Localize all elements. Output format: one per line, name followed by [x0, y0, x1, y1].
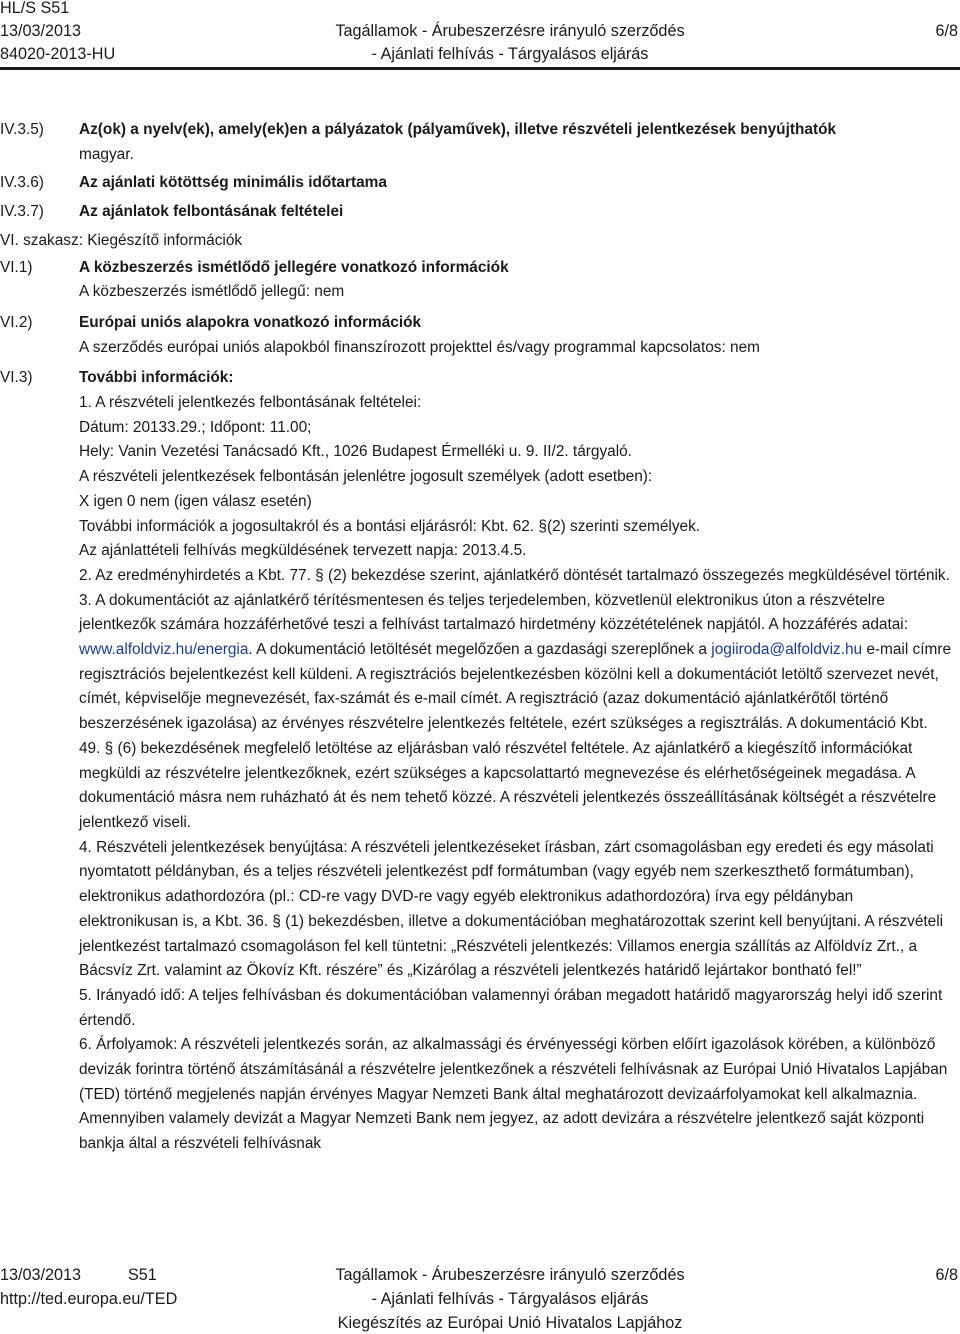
section-vi-1	[0, 256, 960, 305]
further-info-line: A részvételi jelentkezések felbontásán jelenlétre jogosult személyek (adott esetben):	[79, 468, 653, 486]
footer-url[interactable]: http://ted.europa.eu/TED	[0, 1290, 178, 1308]
section-title: A közbeszerzés ismétlődő jellegére vonatkozó információk	[79, 258, 509, 276]
further-info-line: Az ajánlattételi felhívás megküldésének tervezett napja: 2013.4.5.	[79, 542, 527, 560]
further-info-line: Dátum: 20133.29.; Időpont: 11.00;	[79, 418, 312, 436]
p3-text: e-mail címre regisztrációs bejelentkezést kell küldeni. A regisztrációs bejelentkezésben közölni kell a dokumentációt letöltő szervezet nevét, címét, képviselője megnevezését, fax-számát és e-mail címét. A regisztráció (azaz dokumentáció ajánlatkérőtől történő beszerzésének igazolása) az érvényes részvételre jelentkezés feltétele, ezért szükséges a regisztrálás. A dokumentáció Kbt. 49. § (6) bekezdésének megfelelő letöltése az eljárásban való részvétel feltétele. Az ajánlatkérő a kiegészítő információkat megküldi az részvételre jelentkezőknek, ezért szükséges a kapcsolattartó megnevezése és elérhetőségeinek megadása. A dokumentáció másra nem ruházható át és nem tehető közzé. A részvételi jelentkezés összeállításának költségét a részvételre jelentkező viseli.	[79, 641, 952, 831]
header-title-line2: - Ajánlati felhívás - Tárgyalásos eljárás	[371, 45, 649, 63]
section-iv-3-5	[0, 118, 960, 167]
section-text: A szerződés európai uniós alapokból finanszírozott projekttel és/vagy programmal kapcsolatos: nem	[79, 338, 760, 356]
section-number: VI.3)	[0, 369, 33, 387]
section-text: A közbeszerzés ismétlődő jellegű: nem	[79, 283, 345, 301]
section-iv-3-6	[0, 171, 960, 196]
section-number: VI.2)	[0, 313, 33, 331]
further-info-line: További információk a jogosultakról és a bontási eljárásról: Kbt. 62. §(2) szerinti személyek.	[79, 517, 701, 535]
footer-title-line2: - Ajánlati felhívás - Tárgyalásos eljárás	[371, 1290, 649, 1308]
paragraph-4: 4. Részvételi jelentkezések benyújtása: A részvételi jelentkezéseket írásban, zárt csomagolásban egy eredeti és egy másolati nyomtatott példányban, és a teljes részvételi jelentkezést pdf formátumban (vagy egyéb nem szerkeszthető formátumban), elektronikus adathordozóra (pl.: CD-re vagy DVD-re vagy egyéb elektronikus adathordozóra) írva egy példányban elektronikusan is, a Kbt. 36. § (1) bekezdésben, illetve a dokumentációban meghatározottak szerint kell benyújtani. A részvételi jelentkezést tartalmazó csomagoláson fel kell tüntetni: „Részvételi jelentkezés: Villamos energia szállítás az Alföldvíz Zrt., a Bácsvíz Zrt. valamint az Ökovíz Kft. részére” és „Kizárólag a részvételi jelentkezés határidő lejártakor bontható fel!”	[79, 838, 944, 980]
header-doc-id: 84020-2013-HU	[0, 45, 116, 63]
section-title: Európai uniós alapokra vonatkozó információk	[79, 313, 422, 331]
section-title: Az(ok) a nyelv(ek), amely(ek)en a pályázatok (pályaművek), illetve részvételi jelentkezések benyújthatók	[79, 121, 837, 138]
footer-title-line1: Tagállamok - Árubeszerzésre irányuló szerződés	[335, 1266, 685, 1284]
header-page-number: 6/8	[935, 22, 958, 40]
section-iv-3-7	[0, 200, 960, 225]
section-number: VI.1)	[0, 258, 33, 276]
email-link[interactable]: jogiiroda@alfoldviz.hu	[711, 641, 863, 659]
footer-series: S51	[128, 1266, 157, 1284]
further-info-line: X igen 0 nem (igen válasz esetén)	[79, 492, 312, 510]
p3-text: 3. A dokumentációt az ajánlatkérő térítésmentesen és teljes terjedelemben, közvetlenül elektronikus úton a részvételre jelentkezők számára hozzáférhetővé teszi a felhívást tartalmazó hirdetmény közzétételének napjától. A hozzáférés adatai:	[79, 591, 908, 634]
section-text: magyar.	[79, 145, 134, 163]
section-vi-2	[0, 311, 960, 360]
document-body	[0, 118, 960, 1157]
header-date: 13/03/2013	[0, 22, 82, 40]
p3-text: . A dokumentáció letöltését megelőzően a gazdasági szereplőnek a	[248, 641, 712, 659]
paragraph-6: 6. Árfolyamok: A részvételi jelentkezés során, az alkalmassági és érvényességi körben előírt igazolások körében, a különböző devizák forintra történő átszámításánál a részvételre jelentkezőnek a részvételi felhívásnak az Európai Unió Hivatalos Lapjában (TED) történő megjelenés napján érvényes Magyar Nemzeti Bank által meghatározott devizaárfolyamokat kell alkalmaznia. Amennyiben valamely devizát a Magyar Nemzeti Bank nem jegyez, az adott devizára a részvételre jelentkező saját központi bankja által a részvételi felhívásnak	[79, 1036, 948, 1153]
footer-page-number: 6/8	[935, 1266, 958, 1284]
further-info-line: 2. Az eredményhirdetés a Kbt. 77. § (2) bekezdése szerint, ajánlatkérő döntését tartalmazó összegezés megküldésével történik.	[79, 566, 950, 584]
section-vi-3	[0, 366, 960, 1157]
section-title: Az ajánlati kötöttség minimális időtartama	[79, 174, 387, 192]
footer-title-line3: Kiegészítés az Európai Unió Hivatalos Lapjához	[337, 1314, 683, 1332]
paragraph-3	[79, 589, 952, 836]
section-heading-vi	[0, 229, 960, 254]
footer-date: 13/03/2013	[0, 1266, 82, 1284]
header-title-line1: Tagállamok - Árubeszerzésre irányuló szerződés	[335, 22, 685, 40]
further-info-line: 1. A részvételi jelentkezés felbontásának feltételei:	[79, 394, 422, 412]
doc-code: HL/S S51	[0, 0, 70, 17]
part-heading: VI. szakasz: Kiegészítő információk	[0, 231, 243, 249]
section-number: IV.3.5)	[0, 121, 44, 138]
further-info-line: Hely: Vanin Vezetési Tanácsadó Kft., 1026 Budapest Érmelléki u. 9. II/2. tárgyaló.	[79, 443, 632, 461]
section-number: IV.3.6)	[0, 174, 44, 192]
paragraph-5: 5. Irányadó idő: A teljes felhívásban és dokumentációban valamennyi órában megadott határidő magyarország helyi idő szerint értendő.	[79, 986, 943, 1029]
documentation-link[interactable]: www.alfoldviz.hu/energia	[79, 641, 249, 659]
section-title: Az ajánlatok felbontásának feltételei	[79, 203, 344, 221]
header-divider	[0, 67, 960, 70]
section-title: További információk:	[79, 369, 234, 387]
section-number: IV.3.7)	[0, 203, 44, 221]
